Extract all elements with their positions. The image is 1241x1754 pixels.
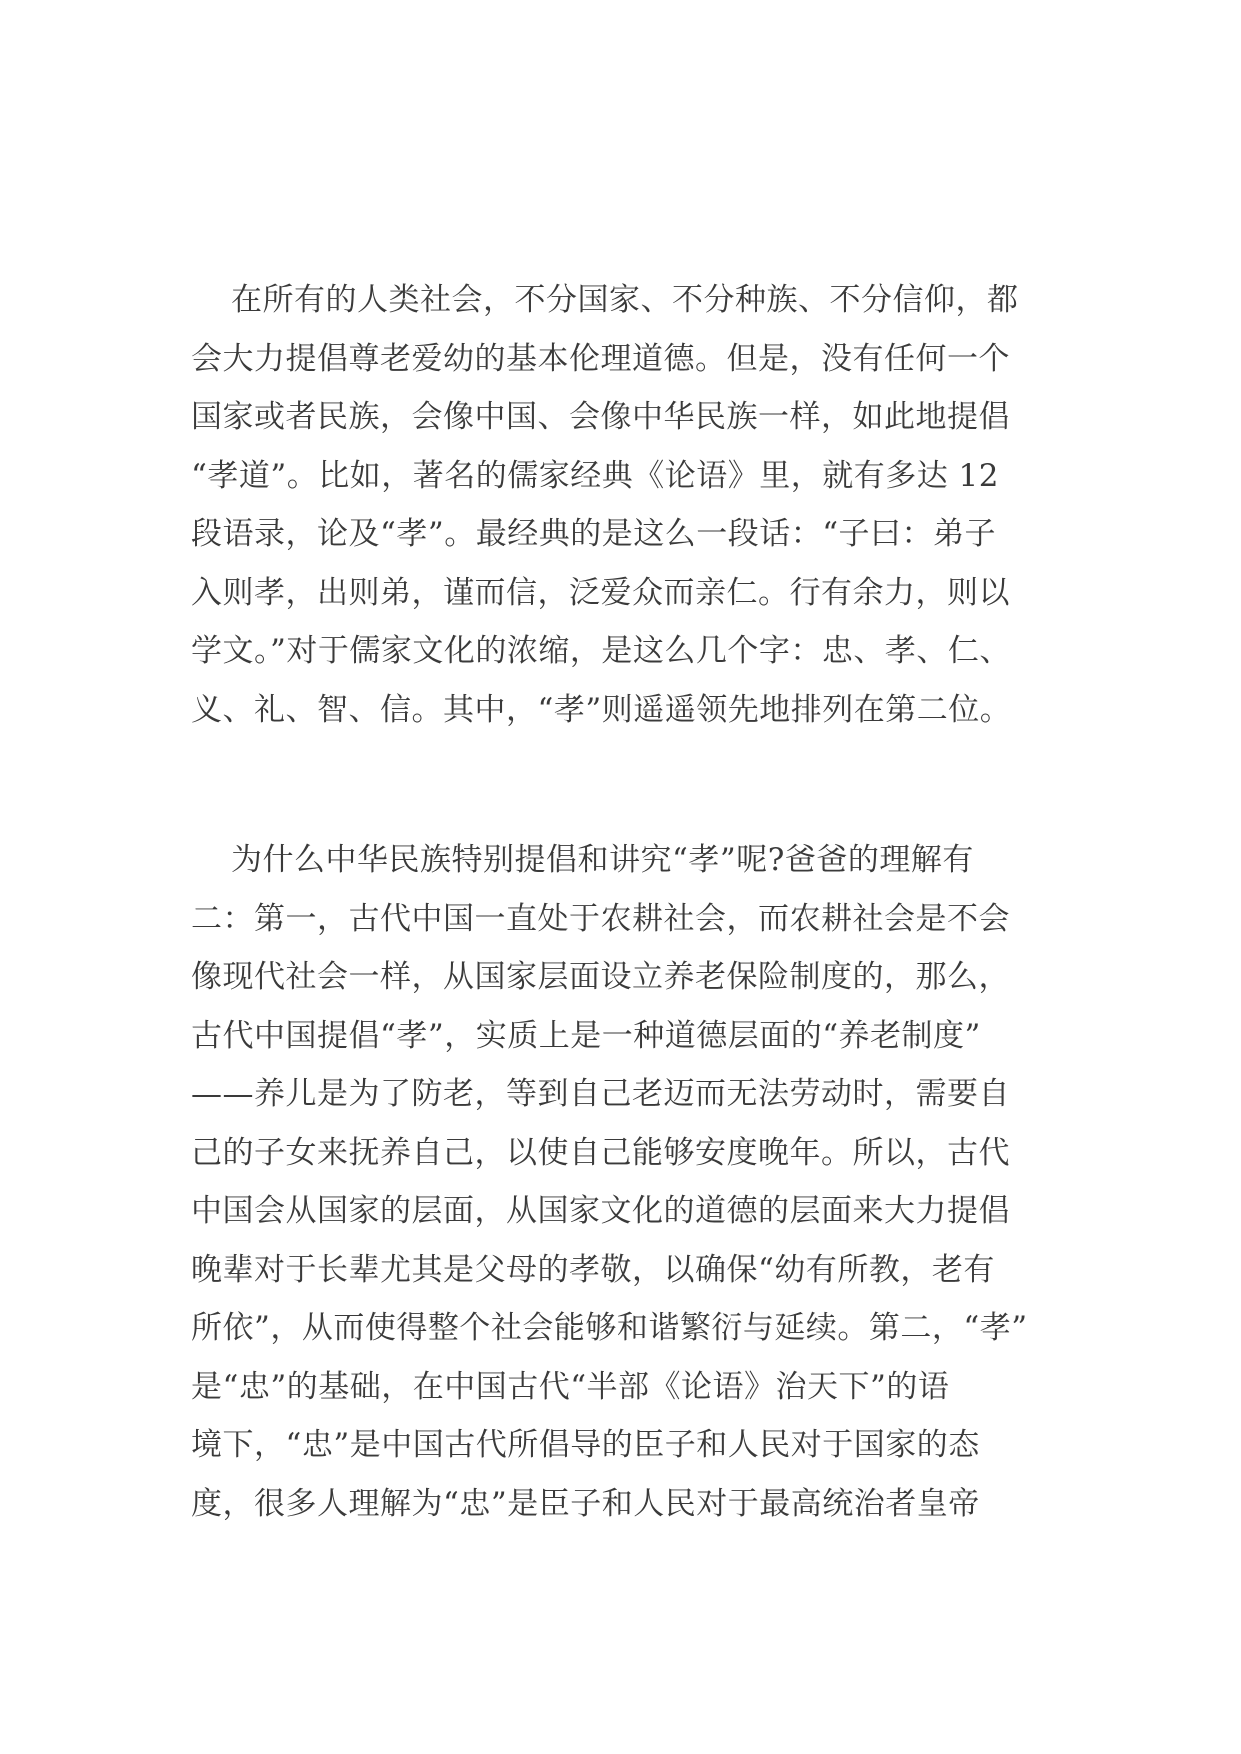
text-line: 义、礼、智、信。其中，“孝”则遥遥领先地排列在第二位。 <box>191 691 1012 728</box>
text-line: 是“忠”的基础，在中国古代“半部《论语》治天下”的语 <box>191 1368 950 1405</box>
text-line: 会大力提倡尊老爱幼的基本伦理道德。但是，没有任何一个 <box>191 340 1010 377</box>
text-line: 境下，“忠”是中国古代所倡导的臣子和人民对于国家的态 <box>191 1427 980 1463</box>
text-line: 学文。”对于儒家文化的浓缩，是这么几个字：忠、孝、仁、 <box>191 633 1011 669</box>
text-line: 在所有的人类社会，不分国家、不分种族、不分信仰，都 <box>231 282 1019 318</box>
text-line: 度，很多人理解为“忠”是臣子和人民对于最高统治者皇帝 <box>191 1485 980 1522</box>
text-line: “孝道”。比如，著名的儒家经典《论语》里，就有多达 12 <box>191 457 999 494</box>
text-line: 为什么中华民族特别提倡和讲究“孝”呢?爸爸的理解有 <box>231 842 974 878</box>
text-line: 像现代社会一样，从国家层面设立养老保险制度的，那么， <box>191 959 1010 995</box>
text-line: 段语录，论及“孝”。最经典的是这么一段话：“子曰：弟子 <box>191 516 997 552</box>
paragraph-why-filial-piety <box>191 831 1071 1533</box>
text-line: 所依”，从而使得整个社会能够和谐繁衍与延续。第二，“孝” <box>191 1310 1028 1346</box>
text-line: 晚辈对于长辈尤其是父母的孝敬，以确保“幼有所教，老有 <box>191 1251 995 1288</box>
paragraph-filial-piety-intro <box>191 271 1071 739</box>
text-line: 中国会从国家的层面，从国家文化的道德的层面来大力提倡 <box>191 1193 1010 1229</box>
text-line: 二：第一，古代中国一直处于农耕社会，而农耕社会是不会 <box>191 900 1010 937</box>
text-line: 古代中国提倡“孝”，实质上是一种道德层面的“养老制度” <box>191 1017 981 1054</box>
text-line: 己的子女来抚养自己，以使自己能够安度晚年。所以，古代 <box>191 1134 1010 1171</box>
text-line: ——养儿是为了防老，等到自己老迈而无法劳动时，需要自 <box>191 1076 1010 1112</box>
text-line: 入则孝，出则弟，谨而信，泛爱众而亲仁。行有余力，则以 <box>191 574 1010 611</box>
text-line: 国家或者民族，会像中国、会像中华民族一样，如此地提倡 <box>191 399 1010 435</box>
